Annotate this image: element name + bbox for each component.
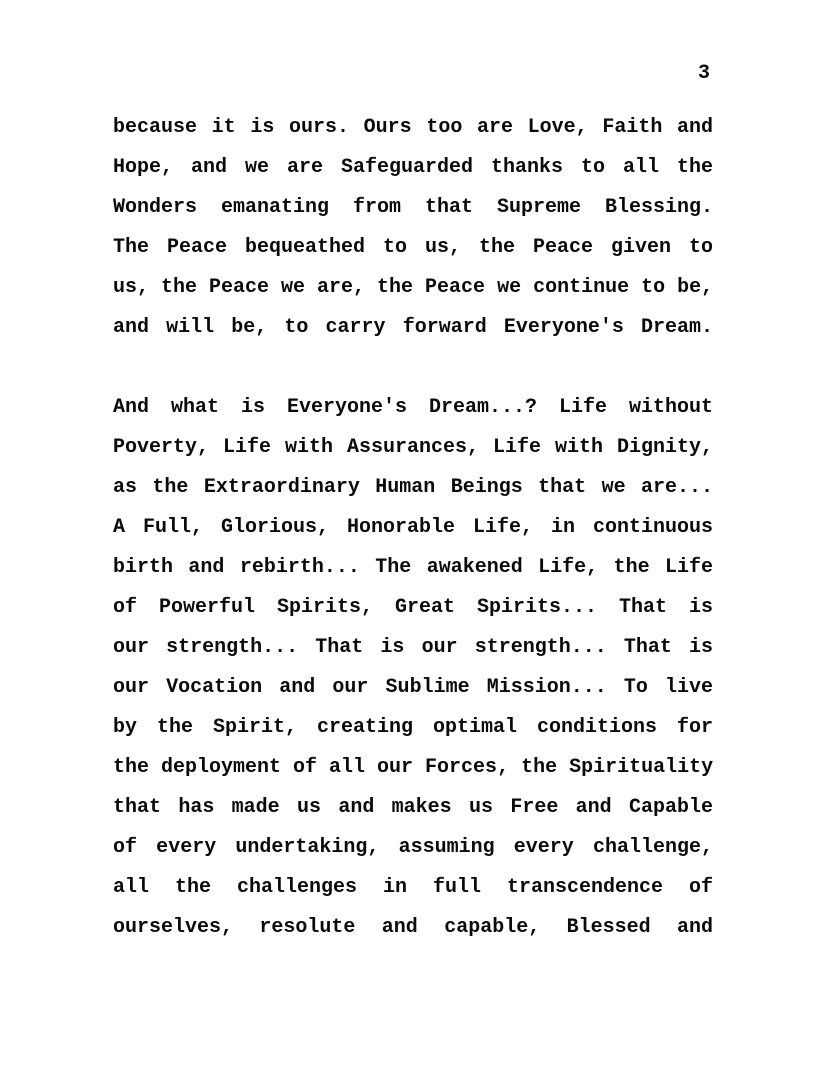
text-line: the deployment of all our Forces, the Spirituality xyxy=(113,756,714,779)
text-line: because it is ours. Ours too are Love, Faith and xyxy=(113,116,713,139)
text-line: Poverty, Life with Assurances, Life with Dignity, xyxy=(113,436,713,459)
body-text xyxy=(113,108,713,948)
text-line: A Full, Glorious, Honorable Life, in continuous xyxy=(113,516,713,539)
text-line: as the Extraordinary Human Beings that we are... xyxy=(113,476,713,499)
text-line: that has made us and makes us Free and Capable xyxy=(113,796,713,819)
text-line: The Peace bequeathed to us, the Peace given to xyxy=(113,236,713,259)
text-line: birth and rebirth... The awakened Life, the Life xyxy=(113,556,713,579)
text-line: us, the Peace we are, the Peace we continue to be, xyxy=(113,276,714,299)
page-number: 3 xyxy=(698,62,711,85)
text-line: of Powerful Spirits, Great Spirits... That is xyxy=(113,596,713,619)
text-line: our strength... That is our strength... That is xyxy=(113,636,713,659)
text-line: and will be, to carry forward Everyone's Dream. xyxy=(113,316,713,339)
text-line: Wonders emanating from that Supreme Blessing. xyxy=(113,196,713,219)
text-line: by the Spirit, creating optimal conditions for xyxy=(113,716,713,739)
text-line: Hope, and we are Safeguarded thanks to all the xyxy=(113,156,713,179)
text-line: And what is Everyone's Dream...? Life without xyxy=(113,396,713,419)
text-line: of every undertaking, assuming every challenge, xyxy=(113,836,713,859)
text-line: ourselves, resolute and capable, Blessed and xyxy=(113,916,713,939)
text-line: all the challenges in full transcendence of xyxy=(113,876,713,899)
paragraph-1 xyxy=(113,108,713,348)
text-line: our Vocation and our Sublime Mission... To live xyxy=(113,676,713,699)
paragraph-2 xyxy=(113,388,713,948)
